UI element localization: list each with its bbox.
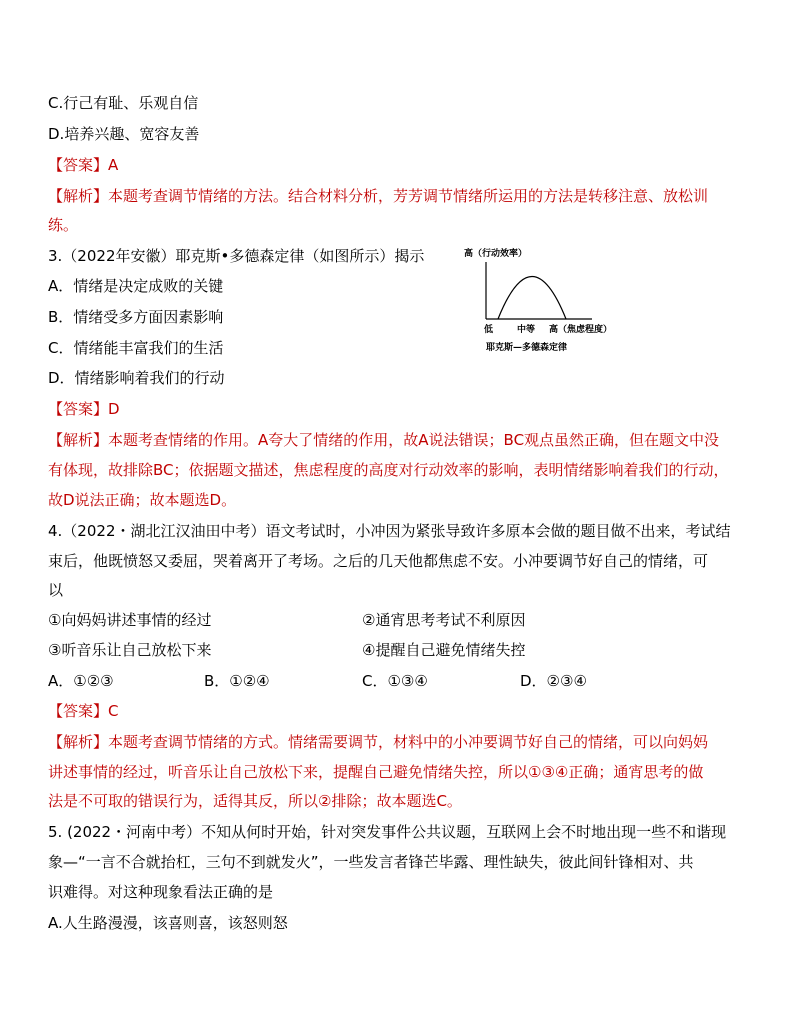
figure-y-label: 高（行动效率）	[464, 249, 528, 259]
q2-answer	[48, 155, 118, 175]
analysis-text: 本题考查情绪的作用。A夸大了情绪的作用，故A说法错误；BC观点虽然正确，但在题文中没	[108, 431, 720, 449]
q2-option-c: C.行己有耻、乐观自信	[48, 94, 199, 112]
q3-option-c: C．情绪能丰富我们的生活	[48, 339, 224, 357]
q4-item-2: ②通宵思考考试不利原因	[362, 611, 526, 629]
q3-stem: 3.（2022年安徽）耶克斯•多德森定律（如图所示）揭示	[48, 247, 425, 265]
q4-stem-line-3: 以	[48, 581, 64, 599]
q4-option-a: A．①②③	[48, 672, 114, 690]
figure-x-high: 高（焦虑程度）	[549, 325, 613, 335]
answer-tag: 【答案】	[48, 400, 109, 418]
answer-tag: 【答案】	[48, 156, 109, 174]
q2-analysis-line-1	[48, 186, 708, 206]
q4-stem-line-2: 束后，他既愤怒又委屈，哭着离开了考场。之后的几天他都焦虑不安。小冲要调节好自己的情绪，可	[48, 552, 709, 570]
q5-stem-line-2: 象—“一言不合就抬杠，三句不到就发火”，一些发言者锋芒毕露、理性缺失，彼此间针锋相对、共	[48, 853, 694, 871]
figure-x-mid: 中等	[517, 325, 536, 335]
q5-option-a: A.人生路漫漫，该喜则喜，该怒则怒	[48, 914, 288, 932]
q4-stem-line-1: 4.（2022・湖北江汉油田中考）语文考试时，小冲因为紧张导致许多原本会做的题目做不出来，考试结	[48, 522, 731, 540]
q4-answer	[48, 701, 119, 721]
q4-item-3: ③听音乐让自己放松下来	[48, 641, 212, 659]
figure-x-low: 低	[484, 325, 494, 335]
analysis-text: 本题考查调节情绪的方法。结合材料分析，芳芳调节情绪所运用的方法是转移注意、放松训	[108, 187, 709, 205]
q3-analysis-line-3: 故D说法正确；故本题选D。	[48, 491, 237, 509]
q4-item-1: ①向妈妈讲述事情的经过	[48, 611, 212, 629]
figure-caption: 耶克斯—多德森定律	[486, 343, 568, 353]
q3-option-d: D．情绪影响着我们的行动	[48, 369, 225, 387]
q3-analysis-line-1	[48, 430, 719, 450]
q4-option-b: B．①②④	[204, 672, 270, 690]
analysis-tag: 【解析】	[48, 187, 109, 205]
analysis-tag: 【解析】	[48, 431, 109, 449]
analysis-text: 本题考查调节情绪的方式。情绪需要调节，材料中的小冲要调节好自己的情绪，可以向妈妈	[108, 733, 709, 751]
q5-stem-line-3: 识难得。对这种现象看法正确的是	[48, 883, 274, 901]
q4-analysis-line-1	[48, 732, 708, 752]
answer-value: A	[108, 156, 119, 174]
q4-item-4: ④提醒自己避免情绪失控	[362, 641, 526, 659]
q5-stem-line-1: 5. (2022・河南中考）不知从何时开始，针对突发事件公共议题，互联网上会不时地出现一些不和谐现	[48, 823, 727, 841]
q3-answer	[48, 399, 120, 419]
answer-tag: 【答案】	[48, 702, 109, 720]
yerkes-dodson-figure	[450, 240, 630, 360]
q4-analysis-line-2: 讲述事情的经过，听音乐让自己放松下来，提醒自己避免情绪失控，所以①③④正确；通宵思考的做	[48, 763, 704, 781]
q3-option-a: A．情绪是决定成败的关键	[48, 277, 224, 295]
q3-option-b: B．情绪受多方面因素影响	[48, 308, 224, 326]
figure-curve	[498, 277, 566, 320]
q4-analysis-line-3: 法是不可取的错误行为，适得其反，所以②排除；故本题选C。	[48, 792, 462, 810]
analysis-tag: 【解析】	[48, 733, 109, 751]
q3-analysis-line-2: 有体现，故排除BC；依据题文描述，焦虑程度的高度对行动效率的影响，表明情绪影响着我们的行动，	[48, 461, 729, 479]
answer-value: C	[108, 702, 119, 720]
q2-analysis-line-2: 练。	[48, 216, 79, 234]
q2-option-d: D.培养兴趣、宽容友善	[48, 125, 200, 143]
q4-option-c: C．①③④	[362, 672, 428, 690]
answer-value: D	[108, 400, 120, 418]
q4-option-d: D．②③④	[520, 672, 587, 690]
